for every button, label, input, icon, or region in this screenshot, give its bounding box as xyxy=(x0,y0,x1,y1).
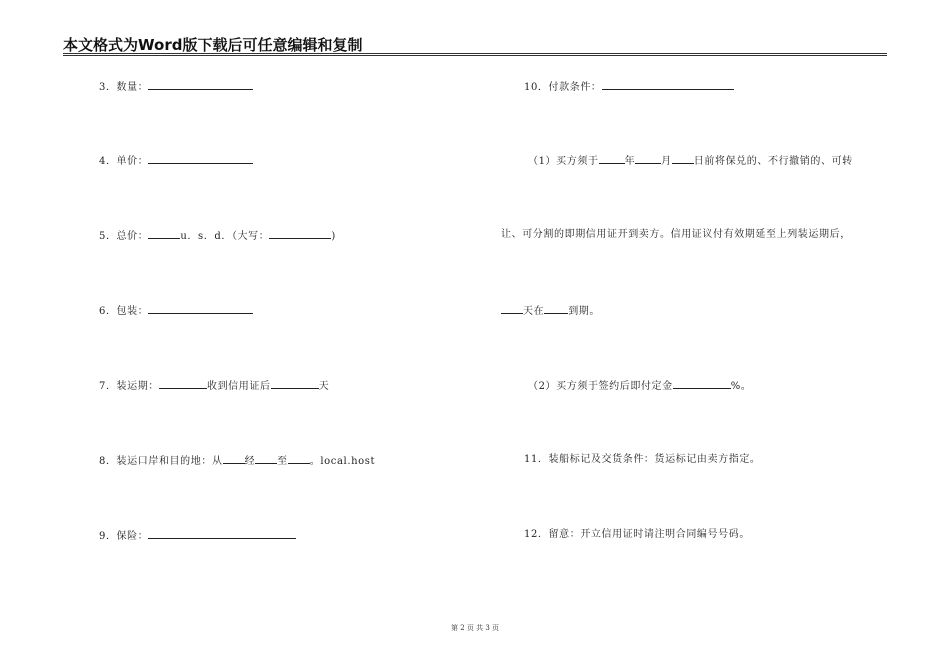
blank-field xyxy=(148,228,180,239)
blank-field xyxy=(223,453,245,464)
item-ports xyxy=(99,453,375,469)
blank-field xyxy=(501,303,523,314)
blank-field xyxy=(602,79,734,90)
item-packing xyxy=(99,303,253,319)
blank-field xyxy=(544,303,568,314)
blank-field xyxy=(672,153,694,164)
item-label: 3．数量： xyxy=(99,82,149,93)
item-label: 4．单价： xyxy=(99,156,149,167)
header-rule xyxy=(63,53,887,54)
blank-field xyxy=(269,228,331,239)
item-unit-price xyxy=(99,153,253,169)
item-text: 11．装船标记及交货条件：货运标记由卖方指定。 xyxy=(524,454,761,465)
item-quantity xyxy=(99,79,253,95)
item-text: 经 xyxy=(244,456,256,467)
item-text: 日前将保兑的、不行撤销的、可转 xyxy=(693,156,853,167)
page-number: 第 2 页 共 3 页 xyxy=(450,624,500,632)
item-shipping-marks xyxy=(524,453,761,467)
blank-field xyxy=(148,528,296,539)
blank-field xyxy=(635,153,661,164)
blank-field xyxy=(148,79,253,90)
item-label: 5．总价： xyxy=(99,231,149,242)
blank-field xyxy=(148,303,253,314)
item-text: 12．留意：开立信用证时请注明合同编号号码。 xyxy=(524,529,750,540)
item-text: 至 xyxy=(277,456,288,467)
item-label: 9．保险： xyxy=(99,531,149,542)
item-payment-terms xyxy=(524,79,734,95)
blank-field xyxy=(673,378,731,389)
payment-clause-1 xyxy=(528,153,853,169)
item-text: u．s．d．（大写： xyxy=(180,231,270,242)
blank-field xyxy=(255,453,277,464)
payment-clause-1-continued xyxy=(501,228,851,242)
header-rule-bottom xyxy=(63,55,887,56)
payment-clause-1-end xyxy=(501,303,600,319)
item-text: 。local.host xyxy=(309,456,376,467)
item-text: ) xyxy=(331,231,336,242)
item-text: （1）买方须于 xyxy=(528,156,599,167)
item-text: （2）买方须于签约后即付定金 xyxy=(528,381,673,392)
blank-field xyxy=(159,378,207,389)
item-label: 8．装运口岸和目的地：从 xyxy=(99,456,223,467)
item-text: 到期。 xyxy=(568,306,601,317)
item-text: %。 xyxy=(730,381,752,392)
item-label: 6．包装： xyxy=(99,306,149,317)
blank-field xyxy=(599,153,625,164)
blank-field xyxy=(148,153,253,164)
item-text: 天 xyxy=(318,381,330,392)
payment-clause-2 xyxy=(528,378,751,394)
document-header: 本文格式为Word版下载后可任意编辑和复制 xyxy=(63,36,363,54)
item-text: 月 xyxy=(661,156,672,167)
item-text: 天在 xyxy=(523,306,545,317)
item-total-price xyxy=(99,228,336,244)
item-label: 7．装运期： xyxy=(99,381,159,392)
item-text: 年 xyxy=(624,156,636,167)
item-label: 10．付款条件： xyxy=(524,82,602,93)
blank-field xyxy=(271,378,319,389)
blank-field xyxy=(288,453,310,464)
item-text: 让、可分割的即期信用证开到卖方。信用证议付有效期延至上列装运期后， xyxy=(501,229,851,240)
item-attention xyxy=(524,528,750,542)
item-text: 收到信用证后 xyxy=(206,381,271,392)
item-shipment-period xyxy=(99,378,329,394)
item-insurance xyxy=(99,528,296,544)
